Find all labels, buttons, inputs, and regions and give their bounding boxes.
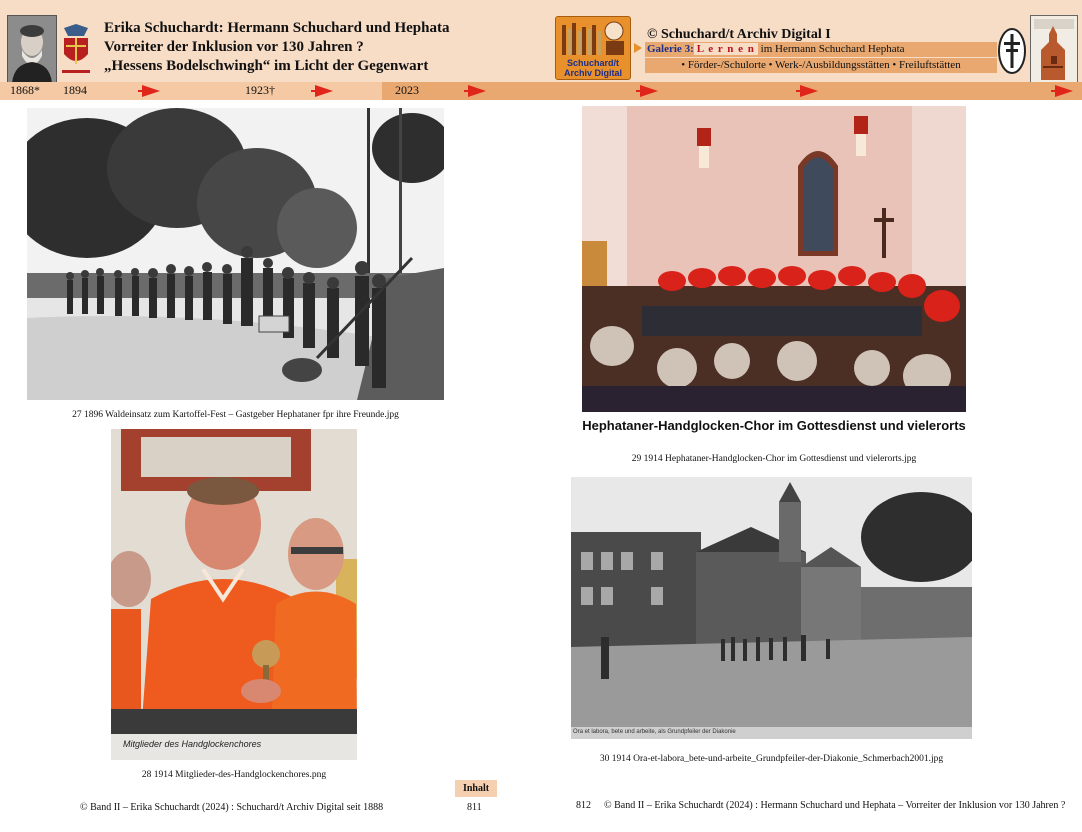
timeline-label-1894: 1894 bbox=[63, 83, 87, 97]
timeline-arrow-icon bbox=[800, 85, 818, 97]
photo-ora-et-labora-title: Ora et labora, bete und arbeite, als Grundpfeiler der Diakonie bbox=[573, 729, 736, 735]
gallery-rest: im Hermann Schuchard Hephata bbox=[760, 43, 905, 55]
caption-photo-30: 30 1914 Ora-et-labora_bete-und-arbeite_Grundpfeiler-der-Diakonie_Schmerbach2001.jpg bbox=[599, 754, 944, 764]
timeline-arrow-icon bbox=[1055, 85, 1073, 97]
coat-of-arms-icon bbox=[58, 24, 94, 76]
photo-handglocken-chor[interactable] bbox=[582, 106, 966, 412]
gallery-items-line[interactable] bbox=[645, 58, 997, 73]
header-title-line-3: „Hessens Bodelschwingh“ im Licht der Gegenwart bbox=[104, 58, 429, 74]
timeline-arrow-icon bbox=[640, 85, 658, 97]
book-cover-image[interactable] bbox=[1030, 15, 1078, 83]
timeline-label-2023: 2023 bbox=[395, 83, 419, 97]
header-title-line-2: Vorreiter der Inklusion vor 130 Jahren ? bbox=[104, 39, 364, 55]
footer-left-page-number: 811 bbox=[467, 802, 482, 813]
cross-emblem-icon bbox=[998, 28, 1026, 74]
caption-photo-27: 27 1896 Waldeinsatz zum Kartoffel-Fest – Gastgeber Hephataner fpr ihre Freunde.jpg bbox=[72, 410, 399, 420]
caption-photo-29: 29 1914 Hephataner-Handglocken-Chor im Gottesdienst und vielerorts.jpg bbox=[631, 454, 917, 464]
photo-handglockenchor-mitglieder[interactable] bbox=[111, 429, 357, 760]
photo-handglocken-chor-title: Hephataner-Handglocken-Chor im Gottesdienst und vielerorts bbox=[582, 418, 966, 433]
timeline-label-1923: 1923† bbox=[245, 83, 275, 97]
archive-logo[interactable] bbox=[555, 16, 631, 80]
footer-left-text: © Band II – Erika Schuchardt (2024) : Schuchard/t Archiv Digital seit 1888 bbox=[80, 802, 384, 813]
gallery-prefix: Galerie 3: bbox=[647, 43, 694, 55]
caption-photo-28: 28 1914 Mitglieder-des-Handglockenchores.png bbox=[141, 770, 327, 780]
archive-title: © Schuchard/t Archiv Digital I bbox=[647, 27, 831, 42]
archive-logo-text-1: Schuchard/t bbox=[566, 58, 619, 68]
archive-books-icon bbox=[556, 17, 630, 61]
pointer-arrow-icon bbox=[634, 43, 642, 53]
gallery-line[interactable] bbox=[645, 42, 997, 57]
photo-handglockenchor-mitglieder-title: Mitglieder des Handglockenchores bbox=[123, 739, 262, 749]
header-title-line-1: Erika Schuchardt: Hermann Schuchard und Hephata bbox=[104, 20, 450, 36]
timeline-bar bbox=[0, 82, 1082, 100]
inhalt-button[interactable]: Inhalt bbox=[455, 780, 497, 797]
photo-waldeinsatz[interactable] bbox=[27, 108, 444, 400]
footer-right-page-number: 812 bbox=[576, 800, 591, 811]
timeline-arrow-icon bbox=[142, 85, 160, 97]
portrait-image bbox=[7, 15, 57, 84]
timeline-arrow-icon bbox=[315, 85, 333, 97]
timeline-arrow-icon bbox=[468, 85, 486, 97]
header-band bbox=[0, 0, 1082, 82]
gallery-items: • Förder-/Schulorte • Werk-/Ausbildungsstätten • Freiluftstätten bbox=[681, 59, 961, 71]
archive-logo-text-2: Archiv Digital bbox=[563, 68, 622, 78]
timeline-label-1868: 1868* bbox=[10, 83, 40, 97]
photo-ora-et-labora[interactable] bbox=[571, 477, 972, 739]
footer-right-text: © Band II – Erika Schuchardt (2024) : Hermann Schuchard und Hephata – Vorreiter der Inklusion vor 130 Jahren ? bbox=[604, 800, 1066, 811]
gallery-word: L e r n e n bbox=[694, 43, 758, 55]
